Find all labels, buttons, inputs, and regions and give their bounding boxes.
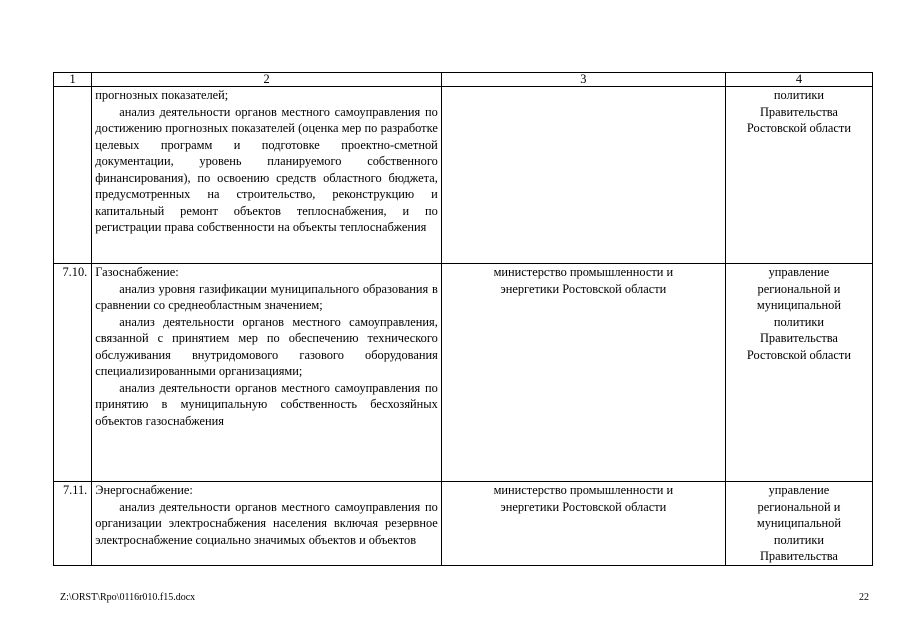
row-number: 7.10. (54, 264, 92, 482)
row-department (725, 87, 872, 264)
document-table (53, 72, 873, 566)
footer-file-path: Z:\ORST\Rpo\0116r010.f15.docx (60, 592, 196, 603)
row-ministry (441, 87, 725, 264)
row-ministry (441, 264, 725, 482)
ministry-line: министерство промышленности и (493, 265, 674, 279)
table-row (54, 87, 873, 264)
table-row (54, 264, 873, 482)
row-description (92, 264, 442, 482)
row-description (92, 87, 442, 264)
table-header-row (54, 73, 873, 87)
paragraph: анализ деятельности органов местного самоуправления по достижению прогнозных показателей (оценка мер по разработке целевых программ и подготовке проектно-сметной документации, уровень планируемого собственного финансирования), по освоению средств областного бюджета, предусмотренных на строительство, реконструкцию и капитальный ремонт объектов теплоснабжения, и по регистрации права собственности на объекты теплоснабжения (95, 104, 438, 234)
row-ministry (441, 482, 725, 566)
department-line: муниципальной (756, 516, 841, 530)
header-cell: 1 (54, 73, 92, 87)
department-line: политики (773, 314, 825, 329)
department-line: Ростовской области (746, 121, 851, 135)
ministry-line: министерство промышленности и (493, 483, 674, 497)
department-line: Ростовской области (746, 347, 851, 362)
paragraph: анализ деятельности органов местного самоуправления, связанной с принятием мер по обеспечению технического обслуживания внутридомового газового оборудования специализированными организациями; (95, 314, 438, 378)
ministry-line: энергетики Ростовской области (500, 281, 667, 296)
page-number: 22 (859, 592, 869, 603)
row-number (54, 87, 92, 264)
header-cell: 4 (725, 73, 872, 87)
department-line: управление (768, 483, 830, 497)
header-cell: 3 (441, 73, 725, 87)
department-line: Правительства (759, 549, 838, 563)
row-department (725, 264, 872, 482)
department-line: политики (773, 532, 825, 547)
row-number: 7.11. (54, 482, 92, 566)
department-line: региональной и (757, 281, 841, 296)
paragraph: анализ уровня газификации муниципального образования в сравнении со среднеобластным значением; (95, 281, 438, 312)
table-row (54, 482, 873, 566)
paragraph: прогнозных показателей; (95, 88, 229, 102)
paragraph: анализ деятельности органов местного самоуправления по принятию в муниципальную собственность бесхозяйных объектов газоснабжения (95, 380, 438, 428)
header-cell: 2 (92, 73, 442, 87)
department-line: управление (768, 265, 830, 279)
ministry-line: энергетики Ростовской области (500, 499, 667, 514)
row-department (725, 482, 872, 566)
paragraph: анализ деятельности органов местного самоуправления по организации электроснабжения населения включая резервное электроснабжение социально значимых объектов и объектов (95, 499, 438, 547)
row-description (92, 482, 442, 566)
paragraph: Энергоснабжение: (95, 483, 193, 497)
department-line: региональной и (757, 499, 841, 514)
department-line: муниципальной (756, 298, 841, 312)
department-line: Правительства (759, 331, 838, 345)
paragraph: Газоснабжение: (95, 265, 179, 279)
department-line: Правительства (759, 104, 838, 119)
department-line: политики (773, 88, 825, 102)
